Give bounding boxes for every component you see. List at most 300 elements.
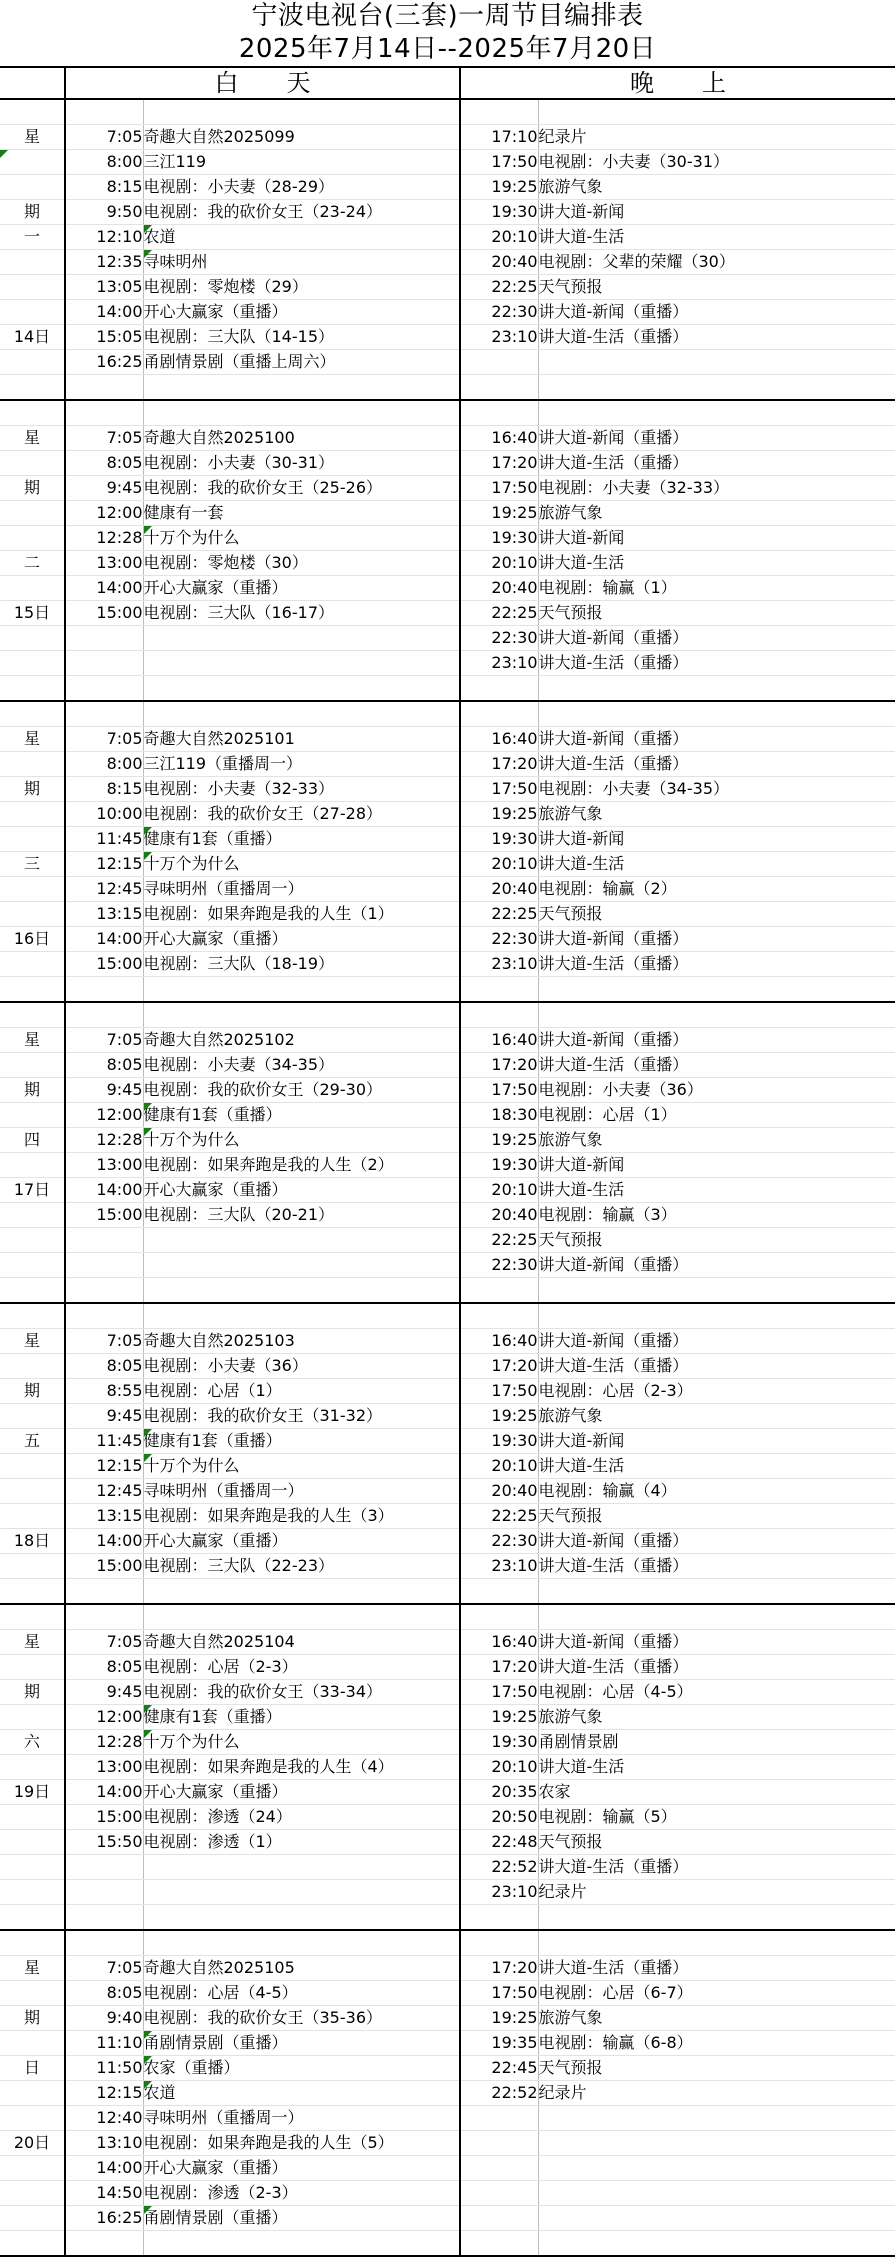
- table-row: [0, 1379, 895, 1404]
- evening-time: 22:30: [460, 1529, 538, 1554]
- evening-time: 22:52: [460, 2081, 538, 2106]
- evening-program: 电视剧：输赢（5）: [538, 1805, 895, 1830]
- day-label-cell: [0, 375, 65, 401]
- day-time: 7:05: [65, 1329, 143, 1354]
- day-time: 7:05: [65, 426, 143, 451]
- day-label-cell: [0, 1579, 65, 1605]
- evening-time: 16:40: [460, 426, 538, 451]
- day-program: 三江119（重播周一）: [143, 752, 460, 777]
- evening-program: 讲大道-生活: [538, 852, 895, 877]
- day-label-cell: [0, 1805, 65, 1830]
- evening-time: [460, 2206, 538, 2231]
- evening-program: 讲大道-生活: [538, 225, 895, 250]
- day-program: 寻味明州（重播周一）: [143, 877, 460, 902]
- day-time: [65, 1579, 143, 1605]
- day-label-cell: [0, 827, 65, 852]
- evening-time: 17:20: [460, 1354, 538, 1379]
- evening-program: 旅游气象: [538, 1128, 895, 1153]
- evening-time: 19:30: [460, 200, 538, 225]
- evening-program: 讲大道-生活（重播）: [538, 451, 895, 476]
- day-time: 12:40: [65, 2106, 143, 2131]
- day-label-cell: 星: [0, 1630, 65, 1655]
- evening-program: 旅游气象: [538, 1404, 895, 1429]
- day-time: 12:28: [65, 1128, 143, 1153]
- table-row: [0, 1780, 895, 1805]
- day-time: 12:15: [65, 1454, 143, 1479]
- table-row: [0, 827, 895, 852]
- table-row: [0, 2206, 895, 2231]
- day-time: 13:15: [65, 1504, 143, 1529]
- evening-program: 讲大道-生活（重播）: [538, 651, 895, 676]
- table-row: [0, 200, 895, 225]
- day-label-cell: [0, 1655, 65, 1680]
- evening-program: 电视剧：心居（6-7）: [538, 1981, 895, 2006]
- evening-time: 16:40: [460, 1630, 538, 1655]
- day-program: 十万个为什么: [143, 852, 460, 877]
- day-program: 奇趣大自然2025105: [143, 1956, 460, 1981]
- day-label-cell: 19日: [0, 1780, 65, 1805]
- table-row: [0, 1554, 895, 1579]
- day-time: 14:00: [65, 1178, 143, 1203]
- evening-program: 讲大道-生活: [538, 1178, 895, 1203]
- evening-program: 讲大道-新闻（重播）: [538, 300, 895, 325]
- day-time: [65, 626, 143, 651]
- evening-program: [538, 1604, 895, 1630]
- table-row: [0, 2006, 895, 2031]
- day-program: 电视剧：零炮楼（29）: [143, 275, 460, 300]
- day-time: 15:00: [65, 1805, 143, 1830]
- evening-program: 讲大道-生活（重播）: [538, 1655, 895, 1680]
- table-row: [0, 1805, 895, 1830]
- table-row: [0, 2131, 895, 2156]
- day-time: 14:00: [65, 300, 143, 325]
- table-row: [0, 1303, 895, 1329]
- evening-program: 天气预报: [538, 1504, 895, 1529]
- evening-program: 电视剧：输赢（6-8）: [538, 2031, 895, 2056]
- table-row: [0, 2081, 895, 2106]
- day-label-cell: 一: [0, 225, 65, 250]
- day-label-cell: [0, 1228, 65, 1253]
- day-label-cell: [0, 175, 65, 200]
- day-program: 电视剧：零炮楼（30）: [143, 551, 460, 576]
- table-row: [0, 1153, 895, 1178]
- evening-time: [460, 375, 538, 401]
- day-program: 电视剧：渗透（1）: [143, 1830, 460, 1855]
- day-program: 电视剧：我的砍价女王（33-34）: [143, 1680, 460, 1705]
- day-program: 农家（重播）: [143, 2056, 460, 2081]
- evening-program: 电视剧：心居（4-5）: [538, 1680, 895, 1705]
- table-row: [0, 1203, 895, 1228]
- day-time: 8:15: [65, 175, 143, 200]
- day-label-cell: [0, 1930, 65, 1956]
- day-program: 电视剧：心居（2-3）: [143, 1655, 460, 1680]
- day-program: 健康有1套（重播）: [143, 827, 460, 852]
- evening-time: 16:40: [460, 727, 538, 752]
- evening-program: 农家: [538, 1780, 895, 1805]
- day-time: 11:45: [65, 827, 143, 852]
- day-program: 开心大赢家（重播）: [143, 1780, 460, 1805]
- evening-time: 16:40: [460, 1028, 538, 1053]
- evening-time: [460, 1002, 538, 1028]
- evening-program: [538, 1278, 895, 1304]
- evening-time: 20:40: [460, 576, 538, 601]
- evening-program: 讲大道-生活: [538, 551, 895, 576]
- day-program: 开心大赢家（重播）: [143, 1178, 460, 1203]
- day-program: 电视剧：如果奔跑是我的人生（3）: [143, 1504, 460, 1529]
- day-label-cell: [0, 576, 65, 601]
- evening-time: [460, 2181, 538, 2206]
- evening-program: 电视剧：心居（1）: [538, 1103, 895, 1128]
- evening-program: 电视剧：小夫妻（32-33）: [538, 476, 895, 501]
- day-program: 奇趣大自然2025099: [143, 125, 460, 150]
- evening-time: [460, 2106, 538, 2131]
- day-label-cell: 星: [0, 426, 65, 451]
- day-label-cell: 期: [0, 777, 65, 802]
- day-program: 电视剧：我的砍价女王（25-26）: [143, 476, 460, 501]
- evening-time: 20:10: [460, 225, 538, 250]
- day-program: 电视剧：小夫妻（32-33）: [143, 777, 460, 802]
- evening-time: 20:40: [460, 1203, 538, 1228]
- evening-time: 22:25: [460, 1504, 538, 1529]
- evening-time: 19:30: [460, 1153, 538, 1178]
- table-row: [0, 1429, 895, 1454]
- day-time: 9:45: [65, 1404, 143, 1429]
- day-program: [143, 1930, 460, 1956]
- day-program: [143, 1278, 460, 1304]
- day-time: [65, 1855, 143, 1880]
- day-time: [65, 1228, 143, 1253]
- day-program: 电视剧：渗透（24）: [143, 1805, 460, 1830]
- table-row: [0, 1529, 895, 1554]
- evening-program: 讲大道-生活: [538, 1454, 895, 1479]
- table-row: [0, 1028, 895, 1053]
- day-program: 寻味明州（重播周一）: [143, 2106, 460, 2131]
- evening-program: 讲大道-生活（重播）: [538, 1053, 895, 1078]
- day-label-cell: 16日: [0, 927, 65, 952]
- day-label-cell: [0, 1153, 65, 1178]
- evening-time: 20:35: [460, 1780, 538, 1805]
- evening-time: 20:40: [460, 250, 538, 275]
- day-label-cell: 星: [0, 125, 65, 150]
- table-row: [0, 375, 895, 401]
- evening-time: 17:20: [460, 1655, 538, 1680]
- day-program: 健康有一套: [143, 501, 460, 526]
- day-label-cell: [0, 350, 65, 375]
- day-label-cell: 星: [0, 1028, 65, 1053]
- title-block: [0, 0, 895, 66]
- day-label-cell: [0, 150, 65, 175]
- day-program: 十万个为什么: [143, 526, 460, 551]
- evening-time: 23:10: [460, 325, 538, 350]
- table-row: [0, 551, 895, 576]
- evening-program: 纪录片: [538, 125, 895, 150]
- table-row: [0, 1981, 895, 2006]
- page-title: 宁波电视台(三套)一周节目编排表: [251, 1, 644, 31]
- table-row: [0, 1253, 895, 1278]
- day-label-cell: 六: [0, 1730, 65, 1755]
- evening-program: 电视剧：输赢（4）: [538, 1479, 895, 1504]
- table-row: [0, 576, 895, 601]
- day-label-cell: [0, 1454, 65, 1479]
- evening-program: 电视剧：小夫妻（36）: [538, 1078, 895, 1103]
- day-label-cell: [0, 626, 65, 651]
- day-time: 11:45: [65, 1429, 143, 1454]
- day-program: 电视剧：小夫妻（34-35）: [143, 1053, 460, 1078]
- day-time: 14:00: [65, 1529, 143, 1554]
- evening-program: 电视剧：输赢（2）: [538, 877, 895, 902]
- day-time: 13:00: [65, 1153, 143, 1178]
- day-program: 奇趣大自然2025100: [143, 426, 460, 451]
- day-program: [143, 375, 460, 401]
- evening-time: 17:20: [460, 451, 538, 476]
- day-time: 8:05: [65, 1981, 143, 2006]
- day-time: 13:05: [65, 275, 143, 300]
- day-program: [143, 99, 460, 125]
- evening-time: 16:40: [460, 1329, 538, 1354]
- day-label-cell: [0, 2181, 65, 2206]
- evening-program: 讲大道-生活（重播）: [538, 952, 895, 977]
- evening-time: 20:10: [460, 852, 538, 877]
- evening-program: 讲大道-生活（重播）: [538, 1554, 895, 1579]
- evening-time: [460, 1579, 538, 1605]
- evening-time: 20:40: [460, 1479, 538, 1504]
- day-time: 12:28: [65, 1730, 143, 1755]
- day-time: 15:00: [65, 1554, 143, 1579]
- day-label-cell: 15日: [0, 601, 65, 626]
- day-program: 电视剧：我的砍价女王（27-28）: [143, 802, 460, 827]
- day-time: [65, 701, 143, 727]
- day-time: 13:10: [65, 2131, 143, 2156]
- evening-time: 17:50: [460, 476, 538, 501]
- day-label-cell: [0, 2081, 65, 2106]
- day-program: 电视剧：三大队（22-23）: [143, 1554, 460, 1579]
- evening-time: 23:10: [460, 1554, 538, 1579]
- evening-program: [538, 1303, 895, 1329]
- evening-program: 旅游气象: [538, 175, 895, 200]
- evening-program: [538, 2181, 895, 2206]
- evening-program: 旅游气象: [538, 1705, 895, 1730]
- table-row: [0, 1178, 895, 1203]
- evening-program: 讲大道-新闻（重播）: [538, 1028, 895, 1053]
- evening-program: 讲大道-新闻（重播）: [538, 426, 895, 451]
- day-time: [65, 1002, 143, 1028]
- day-program: 奇趣大自然2025103: [143, 1329, 460, 1354]
- day-time: 12:15: [65, 852, 143, 877]
- day-label-cell: [0, 1705, 65, 1730]
- day-label-cell: [0, 451, 65, 476]
- day-label-cell: 期: [0, 200, 65, 225]
- table-row: [0, 2231, 895, 2257]
- day-label-cell: [0, 1354, 65, 1379]
- day-label-cell: [0, 2106, 65, 2131]
- table-row: [0, 225, 895, 250]
- evening-program: 旅游气象: [538, 802, 895, 827]
- evening-program: 讲大道-新闻（重播）: [538, 1253, 895, 1278]
- table-row: [0, 877, 895, 902]
- day-time: 8:00: [65, 752, 143, 777]
- day-program: [143, 1579, 460, 1605]
- day-label-cell: [0, 1103, 65, 1128]
- table-row: [0, 601, 895, 626]
- evening-time: 23:10: [460, 1880, 538, 1905]
- day-time: 12:28: [65, 526, 143, 551]
- evening-time: 19:25: [460, 1404, 538, 1429]
- day-label-cell: [0, 1855, 65, 1880]
- evening-time: 22:48: [460, 1830, 538, 1855]
- day-program: [143, 1604, 460, 1630]
- day-program: [143, 651, 460, 676]
- table-row: [0, 501, 895, 526]
- table-row: [0, 902, 895, 927]
- day-program: 电视剧：如果奔跑是我的人生（4）: [143, 1755, 460, 1780]
- day-time: 7:05: [65, 1028, 143, 1053]
- day-label-cell: [0, 952, 65, 977]
- day-label-cell: 三: [0, 852, 65, 877]
- day-label-cell: [0, 1002, 65, 1028]
- day-program: [143, 1253, 460, 1278]
- day-label-cell: 18日: [0, 1529, 65, 1554]
- table-row: [0, 2156, 895, 2181]
- evening-time: [460, 676, 538, 702]
- evening-time: [460, 350, 538, 375]
- table-row: [0, 2031, 895, 2056]
- day-label-cell: 星: [0, 1329, 65, 1354]
- day-program: 电视剧：心居（1）: [143, 1379, 460, 1404]
- evening-time: [460, 99, 538, 125]
- day-label-cell: [0, 501, 65, 526]
- day-label-cell: 期: [0, 1379, 65, 1404]
- day-label-cell: [0, 1905, 65, 1931]
- day-time: 8:55: [65, 1379, 143, 1404]
- day-time: 8:05: [65, 1053, 143, 1078]
- table-row: [0, 526, 895, 551]
- evening-time: 20:10: [460, 1454, 538, 1479]
- table-row: [0, 1680, 895, 1705]
- day-program: 健康有1套（重播）: [143, 1705, 460, 1730]
- day-program: 十万个为什么: [143, 1128, 460, 1153]
- day-label-cell: [0, 99, 65, 125]
- evening-time: 22:25: [460, 601, 538, 626]
- day-time: [65, 400, 143, 426]
- evening-time: 19:30: [460, 827, 538, 852]
- table-row: [0, 2181, 895, 2206]
- day-program: [143, 1905, 460, 1931]
- day-label-cell: [0, 2206, 65, 2231]
- evening-time: 20:40: [460, 877, 538, 902]
- evening-program: 纪录片: [538, 1880, 895, 1905]
- day-time: 13:00: [65, 551, 143, 576]
- table-row: [0, 1930, 895, 1956]
- day-time: 8:05: [65, 451, 143, 476]
- evening-program: 讲大道-新闻: [538, 200, 895, 225]
- day-time: 12:15: [65, 2081, 143, 2106]
- table-row: [0, 802, 895, 827]
- evening-time: 22:30: [460, 626, 538, 651]
- evening-time: [460, 1303, 538, 1329]
- day-time: 15:50: [65, 1830, 143, 1855]
- day-time: 9:45: [65, 476, 143, 501]
- evening-program: [538, 1930, 895, 1956]
- day-label-cell: [0, 877, 65, 902]
- day-program: [143, 400, 460, 426]
- day-label-cell: 期: [0, 1078, 65, 1103]
- schedule-body: [0, 99, 895, 2256]
- table-row: [0, 1354, 895, 1379]
- day-label-cell: [0, 1604, 65, 1630]
- column-header-row: [0, 67, 895, 99]
- day-program: 电视剧：小夫妻（30-31）: [143, 451, 460, 476]
- day-program: 健康有1套（重播）: [143, 1429, 460, 1454]
- evening-time: 19:30: [460, 1429, 538, 1454]
- evening-time: 20:10: [460, 1755, 538, 1780]
- table-row: [0, 1730, 895, 1755]
- table-row: [0, 701, 895, 727]
- day-label-cell: [0, 1880, 65, 1905]
- table-row: [0, 727, 895, 752]
- day-program: 电视剧：心居（4-5）: [143, 1981, 460, 2006]
- table-row: [0, 651, 895, 676]
- evening-time: 19:25: [460, 1128, 538, 1153]
- day-time: [65, 651, 143, 676]
- day-program: [143, 1880, 460, 1905]
- evening-time: 17:50: [460, 150, 538, 175]
- header-daytime: 白 天: [65, 67, 460, 99]
- evening-time: 23:10: [460, 952, 538, 977]
- day-label-cell: [0, 752, 65, 777]
- day-program: 电视剧：小夫妻（28-29）: [143, 175, 460, 200]
- day-label-cell: 14日: [0, 325, 65, 350]
- day-program: 奇趣大自然2025101: [143, 727, 460, 752]
- evening-program: [538, 375, 895, 401]
- day-time: [65, 2231, 143, 2257]
- evening-program: [538, 2231, 895, 2257]
- header-evening: 晚 上: [460, 67, 895, 99]
- day-program: 电视剧：如果奔跑是我的人生（5）: [143, 2131, 460, 2156]
- day-program: 电视剧：三大队（14-15）: [143, 325, 460, 350]
- evening-program: 讲大道-新闻（重播）: [538, 626, 895, 651]
- evening-program: 讲大道-新闻（重播）: [538, 727, 895, 752]
- evening-time: 20:50: [460, 1805, 538, 1830]
- evening-program: [538, 1905, 895, 1931]
- day-time: 11:50: [65, 2056, 143, 2081]
- day-label-cell: [0, 400, 65, 426]
- day-program: 开心大赢家（重播）: [143, 300, 460, 325]
- day-time: 13:00: [65, 1755, 143, 1780]
- day-label-cell: 17日: [0, 1178, 65, 1203]
- table-row: [0, 451, 895, 476]
- evening-time: 22:25: [460, 902, 538, 927]
- day-time: 14:00: [65, 1780, 143, 1805]
- table-row: [0, 1078, 895, 1103]
- day-time: 7:05: [65, 125, 143, 150]
- day-label-cell: [0, 802, 65, 827]
- day-program: 电视剧：如果奔跑是我的人生（2）: [143, 1153, 460, 1178]
- evening-program: 天气预报: [538, 601, 895, 626]
- header-day-label-cell: [0, 67, 65, 99]
- evening-program: 讲大道-新闻: [538, 1153, 895, 1178]
- day-program: 电视剧：我的砍价女王（29-30）: [143, 1078, 460, 1103]
- day-time: 14:00: [65, 927, 143, 952]
- day-label-cell: [0, 250, 65, 275]
- day-program: [143, 701, 460, 727]
- day-program: 开心大赢家（重播）: [143, 1529, 460, 1554]
- evening-time: 17:50: [460, 777, 538, 802]
- evening-time: 19:25: [460, 802, 538, 827]
- evening-program: [538, 2156, 895, 2181]
- table-row: [0, 1228, 895, 1253]
- day-time: 9:45: [65, 1078, 143, 1103]
- day-label-cell: 二: [0, 551, 65, 576]
